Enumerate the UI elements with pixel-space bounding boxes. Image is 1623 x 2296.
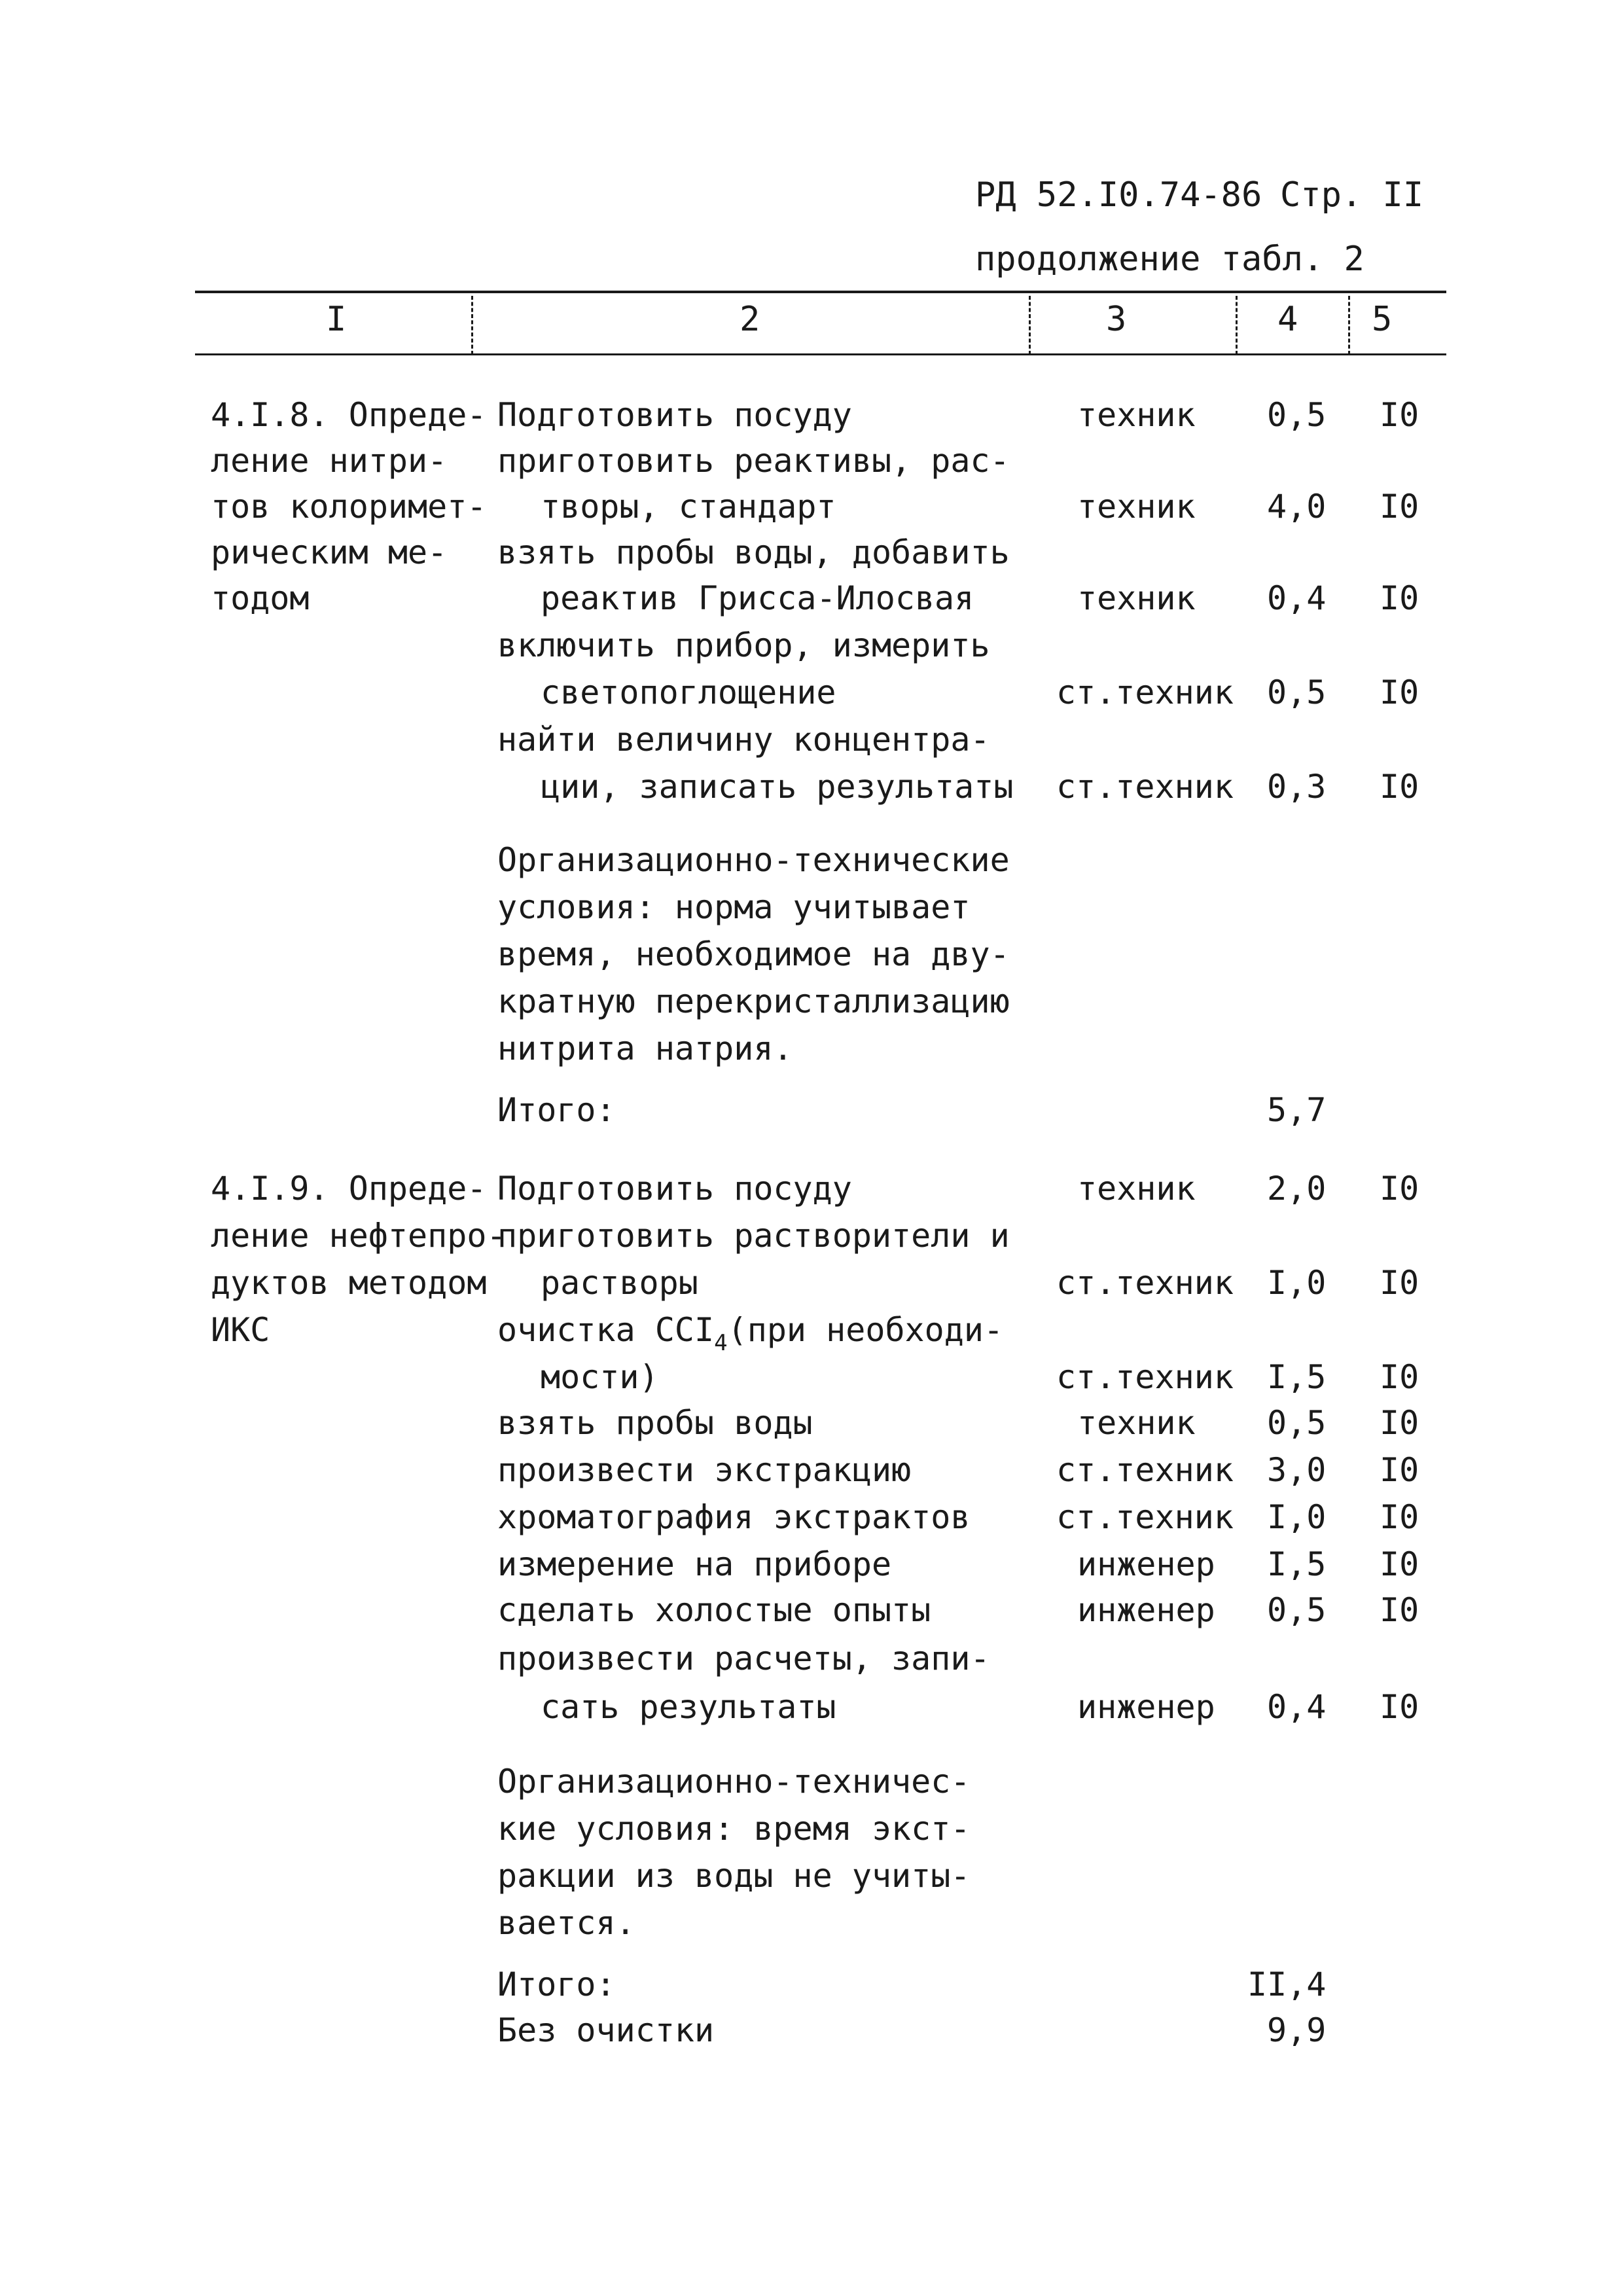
operation-text: мости) (541, 1358, 659, 1396)
category-code: I0 (1380, 1358, 1419, 1396)
table-continuation-label: продолжение табл. 2 (975, 240, 1364, 279)
performer-role: инженер (1077, 1591, 1215, 1629)
table-top-rule (195, 291, 1446, 293)
total-label: Итого: (497, 1091, 616, 1129)
org-technical-note: вается. (497, 1904, 635, 1942)
section-title-line: дуктов методом (211, 1264, 487, 1302)
column-header-3: 3 (1106, 300, 1127, 339)
time-norm: I,5 (1267, 1358, 1327, 1396)
time-norm: 0,5 (1267, 396, 1327, 434)
performer-role: техник (1077, 1404, 1196, 1442)
category-code: I0 (1380, 396, 1419, 434)
org-technical-note: Организационно-технические (497, 841, 1010, 879)
section-title-line: рическим ме- (211, 533, 448, 571)
category-code: I0 (1380, 768, 1419, 806)
operation-text: Подготовить посуду (497, 396, 852, 434)
performer-role: инженер (1077, 1545, 1215, 1583)
operation-text: творы, стандарт (541, 488, 836, 526)
operation-text: сать результаты (541, 1688, 836, 1726)
operation-text: светопоглощение (541, 673, 836, 711)
category-code: I0 (1380, 673, 1419, 711)
performer-role: техник (1077, 579, 1196, 617)
category-code: I0 (1380, 579, 1419, 617)
time-norm: 0,5 (1267, 1404, 1327, 1442)
page-number: Стр. II (1280, 175, 1424, 215)
operation-text: ции, записать результаты (541, 768, 1014, 806)
operation-text: приготовить реактивы, рас- (497, 442, 1010, 480)
performer-role: ст.техник (1056, 1358, 1234, 1396)
performer-role: инженер (1077, 1688, 1215, 1726)
org-technical-note: условия: норма учитывает (497, 888, 971, 926)
org-technical-note: Организационно-техничес- (497, 1763, 971, 1801)
operation-text: взять пробы воды, добавить (497, 533, 1010, 571)
operation-text-part: очистка CCI (497, 1311, 715, 1349)
operation-text: найти величину концентра- (497, 721, 990, 759)
section-title-line: 4.I.8. Опреде- (211, 396, 487, 434)
time-norm: 2,0 (1267, 1170, 1327, 1208)
performer-role: ст.техник (1056, 1264, 1234, 1302)
operation-text: взять пробы воды (497, 1404, 813, 1442)
operation-text: приготовить растворители и (497, 1217, 1010, 1255)
total-value: 5,7 (1267, 1091, 1327, 1129)
total-value: II,4 (1247, 1965, 1327, 2003)
section-title-line: ление нитри- (211, 442, 448, 480)
section-title-line: ление нефтепро- (211, 1217, 507, 1255)
performer-role: техник (1077, 1170, 1196, 1208)
time-norm: 0,5 (1267, 1591, 1327, 1629)
section-title-line: тов колоримет- (211, 488, 487, 526)
operation-text (497, 1306, 1003, 1354)
document-reference: РД 52.I0.74-86 (975, 175, 1262, 215)
time-norm: 0,3 (1267, 768, 1327, 806)
performer-role: ст.техник (1056, 1451, 1234, 1489)
time-norm: 4,0 (1267, 488, 1327, 526)
time-norm: 0,4 (1267, 579, 1327, 617)
operation-text: хроматография экстрактов (497, 1498, 971, 1536)
performer-role: ст.техник (1056, 673, 1234, 711)
org-technical-note: нитрита натрия. (497, 1030, 793, 1067)
category-code: I0 (1380, 1404, 1419, 1442)
section-title-line: ИКС (211, 1311, 270, 1349)
performer-role: ст.техник (1056, 1498, 1234, 1536)
column-header-4: 4 (1277, 300, 1298, 339)
org-technical-note: ракции из воды не учиты- (497, 1857, 971, 1895)
operation-text: растворы (541, 1264, 698, 1302)
operation-text: сделать холостые опыты (497, 1591, 931, 1629)
time-norm: 0,4 (1267, 1688, 1327, 1726)
category-code: I0 (1380, 1545, 1419, 1583)
org-technical-note: кие условия: время экст- (497, 1810, 971, 1848)
no-cleaning-value: 9,9 (1267, 2011, 1327, 2049)
column-header-1: I (326, 300, 347, 339)
org-technical-note: время, необходимое на дву- (497, 935, 1010, 973)
operation-text: произвести экстракцию (497, 1451, 912, 1489)
category-code: I0 (1380, 1170, 1419, 1208)
column-divider (1348, 296, 1350, 355)
section-title-line: тодом (211, 579, 310, 617)
total-label: Итого: (497, 1965, 616, 2003)
category-code: I0 (1380, 1498, 1419, 1536)
org-technical-note: кратную перекристаллизацию (497, 982, 1010, 1020)
category-code: I0 (1380, 1264, 1419, 1302)
subscript: 4 (714, 1330, 728, 1356)
time-norm: I,0 (1267, 1498, 1327, 1536)
performer-role: ст.техник (1056, 768, 1234, 806)
category-code: I0 (1380, 488, 1419, 526)
time-norm: I,5 (1267, 1545, 1327, 1583)
time-norm: 0,5 (1267, 673, 1327, 711)
no-cleaning-label: Без очистки (497, 2011, 715, 2049)
category-code: I0 (1380, 1688, 1419, 1726)
operation-text: реактив Грисса-Илосвая (541, 579, 974, 617)
operation-text: Подготовить посуду (497, 1170, 852, 1208)
section-title-line: 4.I.9. Опреде- (211, 1170, 487, 1208)
category-code: I0 (1380, 1591, 1419, 1629)
column-divider (1029, 296, 1031, 355)
time-norm: I,0 (1267, 1264, 1327, 1302)
performer-role: техник (1077, 488, 1196, 526)
column-divider (471, 296, 473, 355)
table-header-bottom-rule (195, 353, 1446, 355)
operation-text: произвести расчеты, запи- (497, 1640, 990, 1677)
column-header-2: 2 (740, 300, 760, 339)
column-header-5: 5 (1372, 300, 1393, 339)
time-norm: 3,0 (1267, 1451, 1327, 1489)
column-divider (1236, 296, 1238, 355)
performer-role: техник (1077, 396, 1196, 434)
category-code: I0 (1380, 1451, 1419, 1489)
operation-text: включить прибор, измерить (497, 626, 990, 664)
operation-text-part: (при необходи- (727, 1311, 1004, 1349)
operation-text: измерение на приборе (497, 1545, 892, 1583)
